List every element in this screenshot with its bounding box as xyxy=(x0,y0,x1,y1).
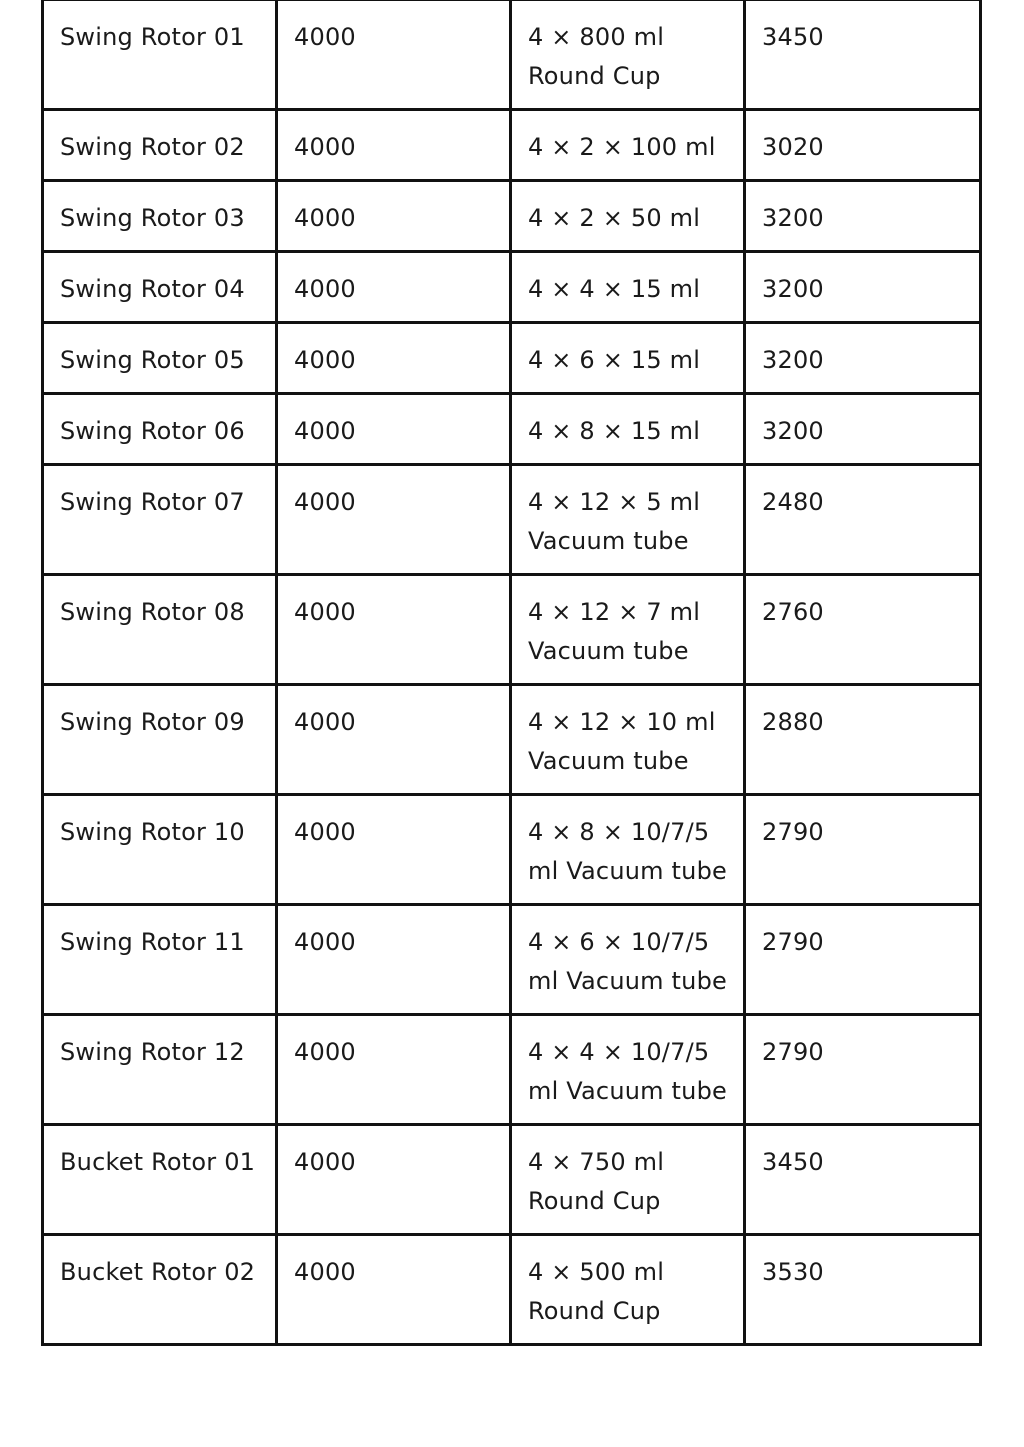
max-speed-cell: 4000 xyxy=(277,465,511,575)
rotor-model-cell: Swing Rotor 12 xyxy=(43,1015,277,1125)
max-speed-cell: 4000 xyxy=(277,575,511,685)
rcf-cell: 3020 xyxy=(745,110,981,181)
rcf-cell: 3200 xyxy=(745,394,981,465)
rcf-cell: 3200 xyxy=(745,323,981,394)
max-speed-cell: 4000 xyxy=(277,905,511,1015)
table-row xyxy=(43,110,981,181)
rcf-cell: 3530 xyxy=(745,1235,981,1345)
rcf-cell: 2880 xyxy=(745,685,981,795)
rcf-cell: 2790 xyxy=(745,905,981,1015)
rcf-cell: 3200 xyxy=(745,181,981,252)
max-speed-cell: 4000 xyxy=(277,323,511,394)
rotor-model-cell: Swing Rotor 04 xyxy=(43,252,277,323)
capacity-cell: 4 × 500 ml Round Cup xyxy=(511,1235,745,1345)
max-speed-cell: 4000 xyxy=(277,795,511,905)
table-row xyxy=(43,1235,981,1345)
rotor-model-cell: Swing Rotor 06 xyxy=(43,394,277,465)
rotor-model-cell: Swing Rotor 01 xyxy=(43,0,277,110)
table-row xyxy=(43,394,981,465)
table-row xyxy=(43,575,981,685)
rcf-cell: 3450 xyxy=(745,0,981,110)
rotor-model-cell: Bucket Rotor 02 xyxy=(43,1235,277,1345)
rcf-cell: 2790 xyxy=(745,1015,981,1125)
capacity-cell: 4 × 8 × 10/7/5 ml Vacuum tube xyxy=(511,795,745,905)
max-speed-cell: 4000 xyxy=(277,110,511,181)
capacity-cell: 4 × 2 × 50 ml xyxy=(511,181,745,252)
rotor-model-cell: Swing Rotor 10 xyxy=(43,795,277,905)
rcf-cell: 2480 xyxy=(745,465,981,575)
table-row xyxy=(43,795,981,905)
rcf-cell: 3450 xyxy=(745,1125,981,1235)
table-row xyxy=(43,0,981,110)
table-row xyxy=(43,1125,981,1235)
max-speed-cell: 4000 xyxy=(277,1015,511,1125)
rotor-model-cell: Swing Rotor 02 xyxy=(43,110,277,181)
capacity-cell: 4 × 12 × 7 ml Vacuum tube xyxy=(511,575,745,685)
rotor-spec-table xyxy=(41,0,982,1346)
max-speed-cell: 4000 xyxy=(277,252,511,323)
table-row xyxy=(43,323,981,394)
max-speed-cell: 4000 xyxy=(277,1125,511,1235)
capacity-cell: 4 × 6 × 15 ml xyxy=(511,323,745,394)
rcf-cell: 2790 xyxy=(745,795,981,905)
rcf-cell: 3200 xyxy=(745,252,981,323)
max-speed-cell: 4000 xyxy=(277,181,511,252)
rotor-model-cell: Swing Rotor 05 xyxy=(43,323,277,394)
table-row xyxy=(43,252,981,323)
capacity-cell: 4 × 4 × 10/7/5 ml Vacuum tube xyxy=(511,1015,745,1125)
table-row xyxy=(43,1015,981,1125)
capacity-cell: 4 × 6 × 10/7/5 ml Vacuum tube xyxy=(511,905,745,1015)
capacity-cell: 4 × 800 ml Round Cup xyxy=(511,0,745,110)
max-speed-cell: 4000 xyxy=(277,1235,511,1345)
capacity-cell: 4 × 750 ml Round Cup xyxy=(511,1125,745,1235)
table-row xyxy=(43,685,981,795)
capacity-cell: 4 × 12 × 5 ml Vacuum tube xyxy=(511,465,745,575)
rotor-model-cell: Swing Rotor 09 xyxy=(43,685,277,795)
rotor-model-cell: Swing Rotor 07 xyxy=(43,465,277,575)
rotor-model-cell: Bucket Rotor 01 xyxy=(43,1125,277,1235)
capacity-cell: 4 × 8 × 15 ml xyxy=(511,394,745,465)
rcf-cell: 2760 xyxy=(745,575,981,685)
capacity-cell: 4 × 2 × 100 ml xyxy=(511,110,745,181)
rotor-model-cell: Swing Rotor 08 xyxy=(43,575,277,685)
rotor-model-cell: Swing Rotor 03 xyxy=(43,181,277,252)
max-speed-cell: 4000 xyxy=(277,685,511,795)
capacity-cell: 4 × 12 × 10 ml Vacuum tube xyxy=(511,685,745,795)
table-row xyxy=(43,905,981,1015)
table-row xyxy=(43,465,981,575)
capacity-cell: 4 × 4 × 15 ml xyxy=(511,252,745,323)
table-row xyxy=(43,181,981,252)
rotor-model-cell: Swing Rotor 11 xyxy=(43,905,277,1015)
max-speed-cell: 4000 xyxy=(277,394,511,465)
max-speed-cell: 4000 xyxy=(277,0,511,110)
